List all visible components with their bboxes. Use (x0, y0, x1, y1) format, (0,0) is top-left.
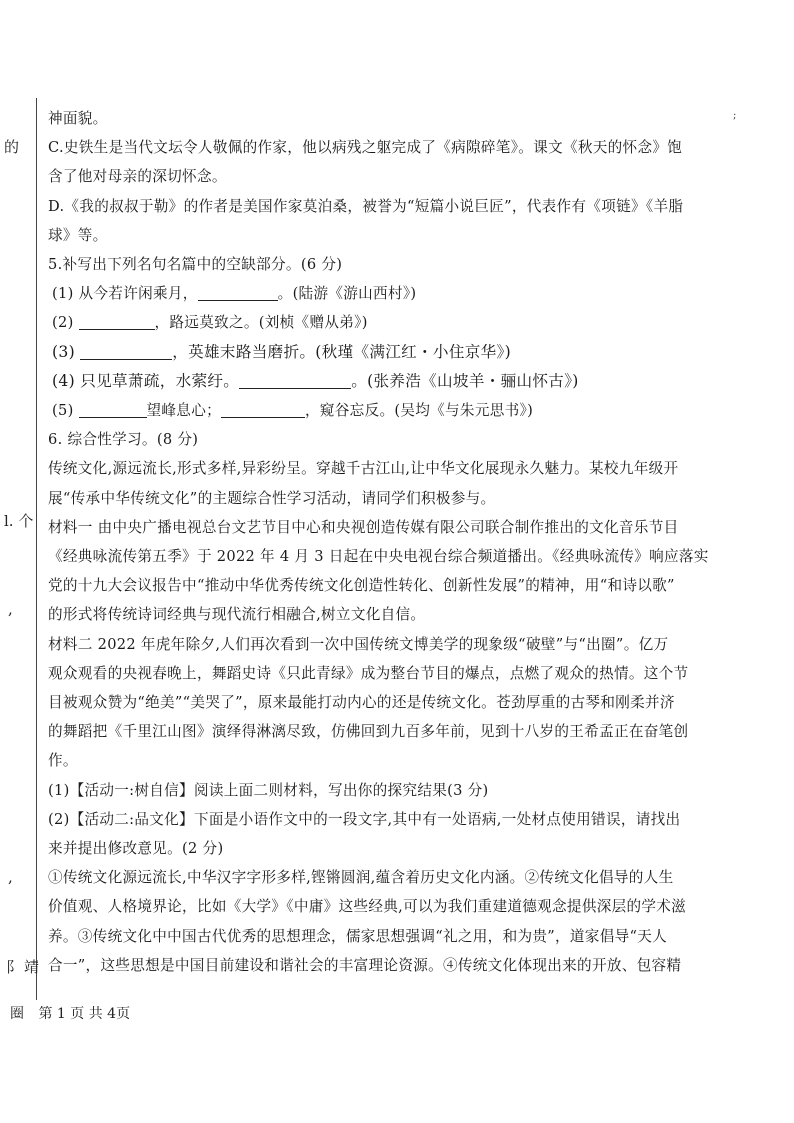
activity-2-prompt-line-2: 来并提出修改意见。(2 分) (48, 840, 224, 858)
material-1-line-3: 党的十九大会议报告中“推动中华优秀传统文化创造性转化、创新性发展”的精神，用“和诗以歌” (48, 577, 675, 595)
passage-line-4: 合一”，这些思想是中国目前建设和谐社会的丰富理论资源。④传统文化体现出来的开放、包容精 (48, 956, 682, 974)
exam-page-content (48, 104, 748, 980)
option-c-line-2: 含了他对母亲的深切怀念。 (48, 168, 227, 186)
question-5-item-3 (48, 338, 748, 367)
margin-mark-ge: l. 个 (4, 512, 34, 530)
passage-line-3: 养。③传统文化中中国古代优秀的思想理念，儒家思想强调“礼之用，和为贵”，道家倡导“天人 (48, 927, 668, 945)
binding-margin-line (36, 98, 37, 1000)
option-d-line-2: 球》等。 (48, 226, 108, 244)
answer-blank[interactable] (79, 313, 155, 330)
question-6-intro-line-1: 传统文化,源远流长,形式多样,异彩纷呈。穿越千古江山,让中华文化展现永久魅力。某校九年级开 (48, 460, 679, 478)
item-text: (2) (52, 314, 79, 332)
material-2-line-4: 的舞蹈把《千里江山图》演绎得淋漓尽致，仿佛回到九百多年前，见到十八岁的王希孟正在奋笔创 (48, 723, 689, 741)
material-2-line-3: 目被观众赞为“绝美”“美哭了”，原来最能打动内心的还是传统文化。苍劲厚重的古琴和刚柔并济 (48, 694, 675, 712)
question-5-item-4 (48, 367, 748, 396)
item-text: (4) 只见草萧疏，水萦纡。 (52, 371, 240, 390)
margin-mark-comma-2: , (8, 868, 13, 886)
question-5-title: 5.补写出下列名句名篇中的空缺部分。(6 分) (48, 256, 343, 274)
text-line: 神面貌。 (48, 110, 108, 127)
corner-mark: ; (733, 110, 737, 121)
margin-mark-de: 的 (4, 138, 20, 156)
activity-2-prompt-line-1: (2)【活动二:品文化】下面是小语作文中的一段文字,其中有一处语病,一处材点使用错误，请找出 (48, 810, 681, 828)
item-text: (3) (52, 342, 81, 361)
page-footer (10, 1003, 130, 1023)
material-2-line-1: 材料二 2022 年虎年除夕,人们再次看到一次中国传统文博美学的现象级“破壁”与“出圈”。亿万 (48, 635, 669, 653)
answer-blank[interactable] (79, 401, 147, 418)
margin-mark-comma-1: , (8, 600, 13, 618)
answer-blank[interactable] (80, 343, 172, 360)
material-2-line-5: 作。 (48, 752, 78, 770)
item-text: 望峰息心； (146, 402, 221, 420)
answer-blank[interactable] (221, 401, 305, 418)
material-1-line-4: 的形式将传统诗词经典与现代流行相融合,树立文化自信。 (48, 606, 426, 624)
answer-blank[interactable] (198, 284, 278, 301)
option-c-line-1: C.史铁生是当代文坛令人敬佩的作家，他以病残之躯完成了《病隙碎笔》。课文《秋天的怀念》饱 (48, 139, 683, 157)
item-text: (1) 从今若许闲乘月， (52, 285, 198, 303)
item-text: ，英雄末路当磨折。(秋瑾《满江红・小住京华》) (172, 342, 511, 361)
answer-blank[interactable] (239, 372, 351, 389)
page-number: 第 1 页 共 4页 (38, 1006, 131, 1022)
option-d-line-1: D.《我的叔叔于勒》的作者是美国作家莫泊桑，被誉为“短篇小说巨匠”，代表作有《项链》《羊脂 (48, 197, 684, 215)
margin-mark-bu: 阝 (6, 958, 22, 976)
question-5-item-1 (48, 279, 748, 308)
question-6-intro-line-2: 展“传承中华传统文化”的主题综合性学习活动，请同学们积极参与。 (48, 489, 496, 507)
item-text: ，窥谷忘反。(吴均《与朱元思书》) (305, 402, 534, 420)
item-text: (5) (52, 402, 79, 420)
question-6-title: 6. 综合性学习。(8 分) (48, 431, 199, 449)
margin-mark-jing: 靖 (24, 958, 40, 976)
item-text: 。(张养浩《山坡羊・骊山怀古》) (351, 371, 579, 390)
question-5-item-5 (48, 396, 748, 425)
material-2-line-2: 观众观看的央视春晚上，舞蹈史诗《只此青绿》成为整台节目的爆点，点燃了观众的热情。这个节 (48, 664, 689, 682)
question-5-item-2 (48, 308, 748, 337)
item-text: ，路远莫致之。(刘桢《赠从弟》) (154, 314, 368, 332)
material-1-line-2: 《经典咏流传第五季》于 2022 年 4 月 3 日起在中央电视台综合频道播出。《经典咏流传》响应落实 (48, 548, 709, 566)
passage-line-2: 价值观、人格境界论，比如《大学》《中庸》这些经典,可以为我们重建道德观念提供深层的学术滋 (48, 898, 687, 916)
item-text: 。(陆游《游山西村》) (277, 285, 417, 303)
material-1-line-1: 材料一 由中央广播电视总台文艺节目中心和央视创造传媒有限公司联合制作推出的文化音乐节目 (48, 518, 679, 536)
passage-line-1: ①传统文化源远流长,中华汉字字形多样,铿锵圆润,蕴含着历史文化内涵。②传统文化倡导的人生 (48, 869, 674, 887)
footer-mark: 圈 (10, 1006, 24, 1022)
activity-1-prompt: (1)【活动一:树自信】阅读上面二则材料，写出你的探究结果(3 分) (48, 781, 489, 799)
